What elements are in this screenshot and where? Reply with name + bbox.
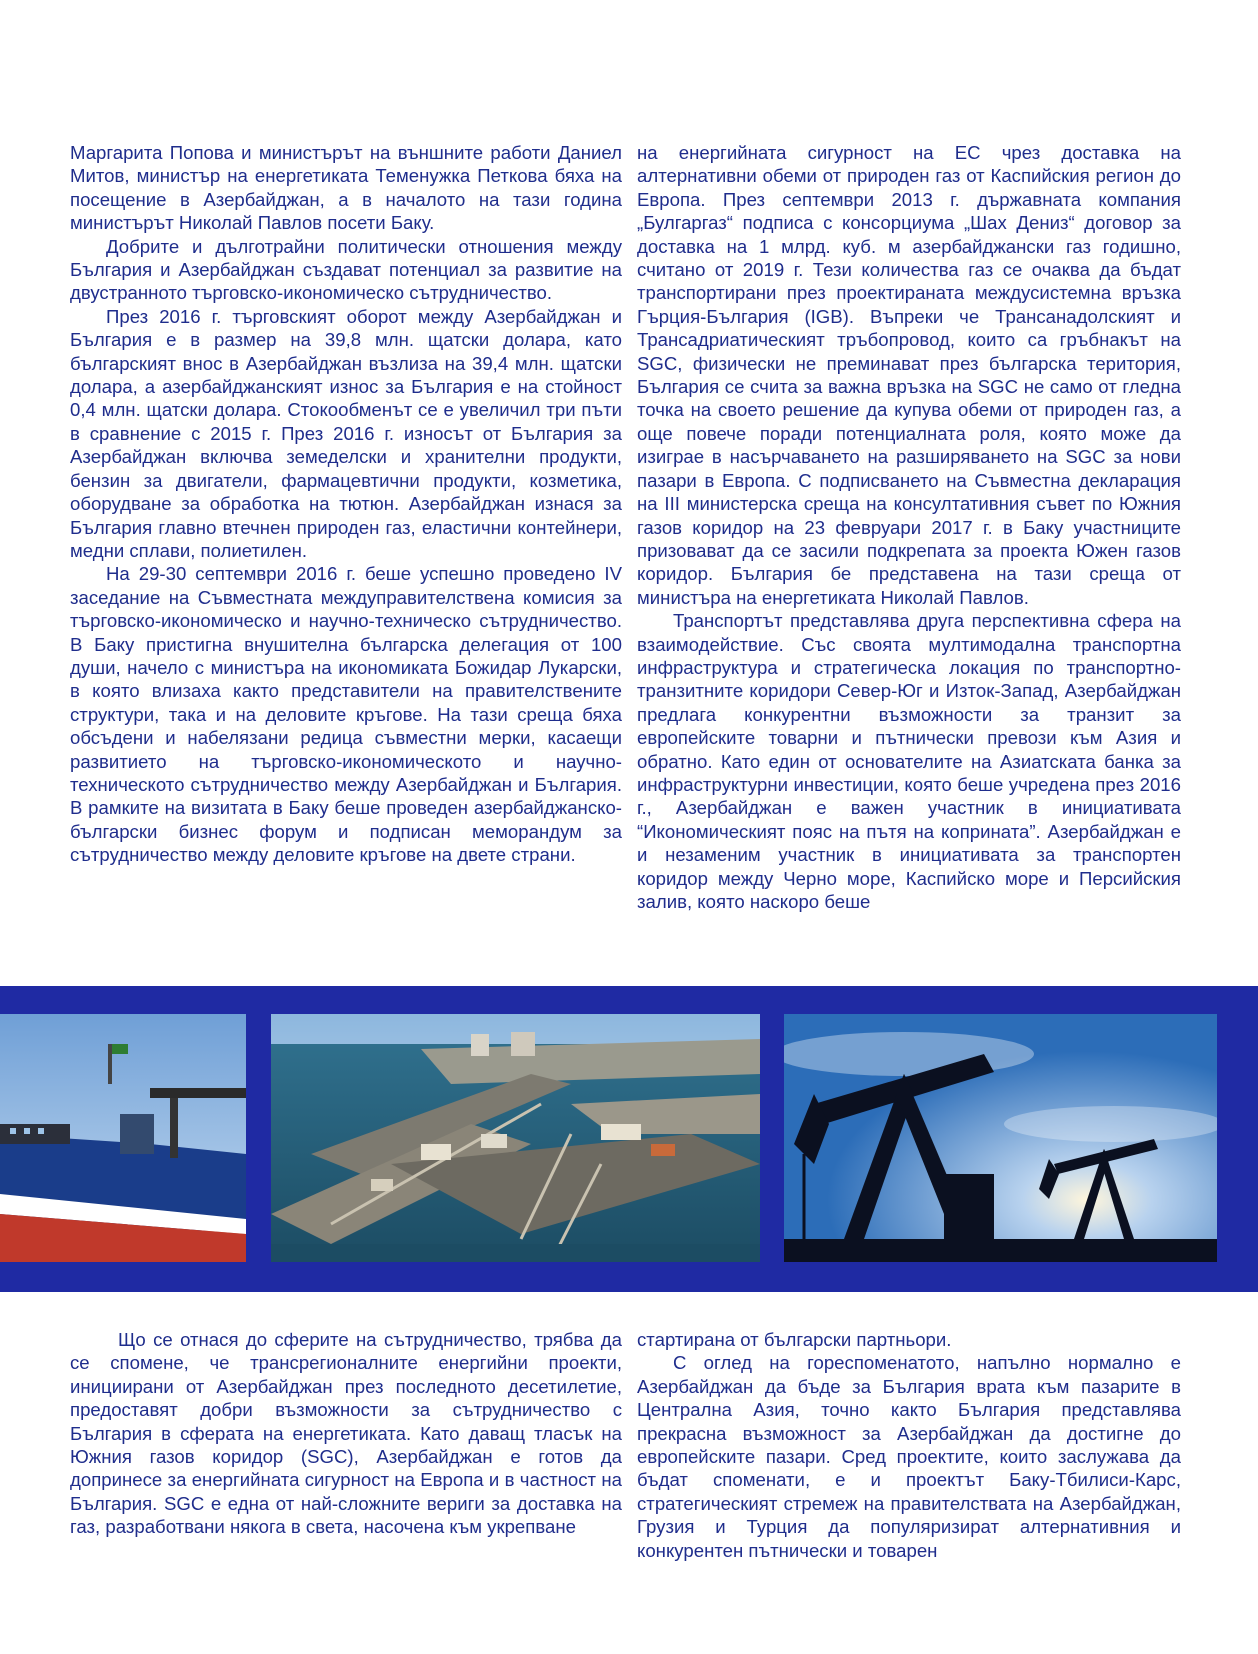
paragraph: През 2016 г. търговският оборот между Азербайджан и България е в размер на 39,8 млн. щатски долара, като българският внос в Азербайджан възлиза на 39,4 млн. щатски долара, а азербайджанският износ за България е на стойност 0,4 млн. щатски долара. Стокообменът се е увеличил три пъти в сравнение с 2015 г. През 2016 г. износът от България за Азербайджан включва земеделски и хранителни продукти, бензин за двигатели, фармацевтични продукти, козметика, оборудване за обработка на тютюн. Азербайджан изнася за България главно втечнен природен газ, еластични контейнери, медни сплави, полиетилен. <box>70 305 622 561</box>
bottom-left-column <box>70 1328 622 1539</box>
top-left-column <box>70 141 622 867</box>
top-right-column <box>637 141 1181 913</box>
oil-pumps-photo <box>784 1014 1217 1262</box>
paragraph: Що се отнася до сферите на сътрудничество, трябва да се спомене, че трансрегионалните енергийни проекти, инициирани от Азербайджан през последното десетилетие, предоставят добри възможности за сътрудничество с България в сферата на енергетиката. Като даващ тласък на Южния газов коридор (SGC), Азербайджан е готов да допринесе за енергийната сигурност на Европа и в частност на България. SGC е една от най-сложните вериги за доставка на газ, разработвани някога в света, насочена към укрепване <box>70 1329 622 1538</box>
bottom-right-column <box>637 1328 1181 1562</box>
photo-band <box>0 986 1258 1292</box>
paragraph: на енергийната сигурност на ЕС чрез доставка на алтернативни обеми от природен газ от Каспийския регион до Европа. През септември 2013 г. държавната компания „Булгаргаз“ подписа с консорциума „Шах Дениз“ договор за доставка на 1 млрд. куб. м азербайджански газ годишно, считано от 2019 г. Тези количества газ се очаква да бъдат транспортирани през проектираната междусистемна връзка Гърция-България (IGB). Въпреки че Трансанадолският и Трансадриатическият тръбопровод, които са гръбнакът на SGC, физически не преминават през българска територия, България се счита за важна връзка на SGC не само от гледна точка на своето решение да купува обеми от природен газ, а още повече поради потенциалната роля, която може да изиграе в насърчаването на разширяването на SGC за нови пазари в Европа. С подписването на Съвместна декларация на III министерска среща на консултативния съвет по Южния газов коридор на 23 февруари 2017 г. в Баку участниците призовават да се засили подкрепата за проекта Южен газов коридор. България бе представена на тази среща от министъра на енергетиката Николай Павлов. <box>637 142 1181 608</box>
ship-photo <box>0 1014 246 1262</box>
paragraph: Добрите и дълготрайни политически отношения между България и Азербайджан създават потенциал за развитие на двустранното търговско-икономическо сътрудничество. <box>70 235 622 304</box>
paragraph: Транспортът представлява друга перспективна сфера на взаимодействие. Със своята мултимодална транспортна инфраструктура и стратегическа локация по транспортно-транзитните коридори Север-Юг и Изток-Запад, Азербайджан предлага конкурентни възможности за транзит за европейските товарни и пътнически превози към Азия и обратно. Като един от основателите на Азиатската банка за инфраструктурни инвестиции, която беше учредена през 2016 г., Азербайджан е важен участник в инициативата “Икономическият пояс на пътя на коприната”. Азербайджан е и незаменим участник в инициативата за транспортен коридор между Черно море, Каспийско море и Персийския залив, която наскоро беше <box>637 610 1181 912</box>
oil-platform-photo <box>271 1014 760 1262</box>
paragraph: На 29-30 септември 2016 г. беше успешно проведено IV заседание на Съвместната междуправителствена комисия за търговско-икономическо и научно-техническо сътрудничество. В Баку пристигна внушителна българска делегация от 100 души, начело с министъра на икономиката Божидар Лукарски, в която влизаха както представители на правителствените структури, така и на деловите кръгове. На тази среща бяха обсъдени и набелязани редица съвместни мерки, касаещи развитието на търговско-икономическото и научно-техническото сътрудничество между Азербайджан и България. В рамките на визитата в Баку беше проведен азербайджанско-български бизнес форум и подписан меморандум за сътрудничество между деловите кръгове на двете страни. <box>70 563 622 866</box>
paragraph: Маргарита Попова и министърът на външните работи Даниел Митов, министър на енергетиката Теменужка Петкова бяха на посещение в Азербайджан, а в началото на тази година министърът Николай Павлов посети Баку. <box>70 142 622 234</box>
paragraph: С оглед на гореспоменатото, напълно нормално е Азербайджан да бъде за България врата към пазарите в Централна Азия, точно както България представлява прекрасна възможност за Азербайджан да достигне до европейските пазари. Сред проектите, които заслужава да бъдат споменати, е и проектът Баку-Тбилиси-Карс, стратегическият стремеж на правителствата на Азербайджан, Грузия и Турция да популяризират алтернативния и конкурентен пътнически и товарен <box>637 1352 1181 1561</box>
paragraph: стартирана от български партньори. <box>637 1329 952 1350</box>
